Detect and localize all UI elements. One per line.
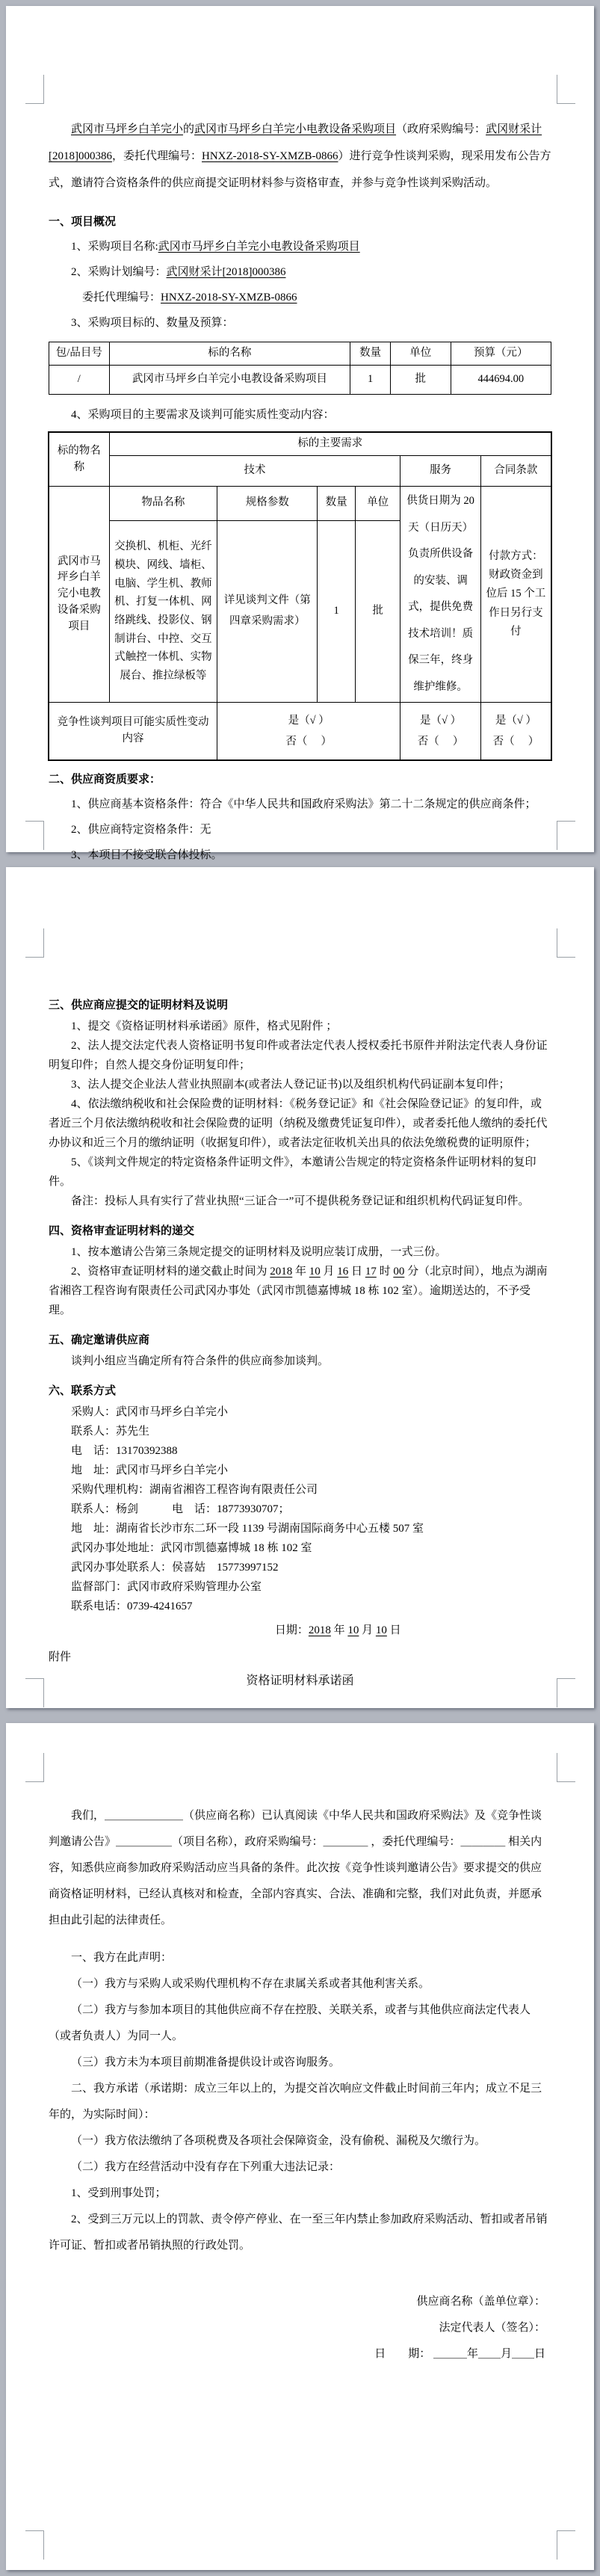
contact-line-agency-address: 地 址：湖南省长沙市东二环一段 1139 号湖南国际商务中心五楼 507 室 (71, 1523, 424, 1535)
deadline-hour: 17 (365, 1266, 377, 1278)
label: 委托代理编号： (82, 292, 161, 303)
blank-agency-number: ＿＿＿＿ (460, 1836, 506, 1848)
text: （供应商名称）已认真阅读《中华人民共和国政府采购法》及《竞争性谈判邀请公告》 (49, 1810, 542, 1848)
cell-package-no: / (49, 366, 110, 395)
cell-unit: 批 (390, 366, 451, 395)
th-budget: 预算（元） (451, 342, 551, 366)
signature-block (49, 2289, 551, 2367)
th-unit: 单位 (390, 342, 451, 366)
th-main-requirement: 标的主要需求 (109, 433, 551, 456)
cell-subject-name: 武冈市马坪乡白羊完小电教设备采购项目 (109, 366, 350, 395)
page-1 (6, 6, 594, 862)
project-name: 武冈市马坪乡白羊完小电教设备采购项目 (158, 241, 360, 253)
section4-heading: 四、资格审查证明材料的递交 (49, 1225, 195, 1237)
cell-spec: 详见谈判文件（第四章采购需求） (217, 520, 318, 702)
contact-line-agency-contact: 联系人：杨剑 电 话：18773930707； (71, 1503, 290, 1515)
declare-item: （三）我方未为本项目前期准备提供设计或咨询服务。 (71, 2056, 341, 2068)
intro-text: ）进行竞争性谈判采购，现采用发布公告方式，邀请符合资格条件的供应商提交证明材料参与资格审查，并参与竞争性谈判采购活动。 (49, 150, 551, 189)
th-quantity: 数量 (350, 342, 391, 366)
project-name: 武冈市马坪乡白羊完小电教设备采购项目 (194, 123, 397, 135)
declare-item: （二）我方与参加本项目的其他供应商不存在控股、关联关系，或者与其他供应商法定代表人（或者负责人）为同一人。 (49, 2004, 531, 2042)
th-unit2: 单位 (355, 487, 400, 521)
submission-item: 1、按本邀请公告第三条规定提交的证明材料及说明应装订成册，一式三份。 (71, 1246, 447, 1258)
agency-number: HNXZ-2018-SY-XMZB-0866 (202, 150, 338, 162)
purchaser-name: 武冈市马坪乡白羊完小 (71, 123, 184, 135)
date-month: 10 (347, 1624, 359, 1636)
budget-table-row (49, 366, 551, 395)
text: 我们， (71, 1810, 105, 1822)
crop-mark-bottom-right (557, 821, 575, 850)
blank-supplier-name: ＿＿＿＿＿＿＿ (105, 1810, 184, 1822)
intro-text: 的 (183, 123, 195, 135)
promise-item: 2、受到三万元以上的罚款、责令停产停业、在一至三年内禁止参加政府采购活动、暂扣或者吊销许可证、暂扣或者吊销执照的行政处罚。 (49, 2213, 548, 2252)
text: 日 (348, 1266, 365, 1278)
text: 日 (386, 1624, 401, 1636)
section2-heading: 二、供应商资质要求： (49, 774, 161, 786)
attachment-title: 资格证明材料承诺函 (246, 1674, 354, 1687)
section6-heading: 六、联系方式 (49, 1385, 117, 1397)
text: 年 (292, 1266, 309, 1278)
text: 分（北京时间），地点为湖南省湘咨工程咨询有限责任公司武冈办事处（武冈市凯德嘉博城 18 栋 102 室）。逾期送达的，不予受理。 (49, 1266, 548, 1316)
crop-mark-top-right (557, 1753, 575, 1782)
page-1-content (6, 6, 594, 868)
text: 相关内容，知悉供应商参加政府采购活动应当具备的条件。此次按《竞争性谈判邀请公告》要求提交的供应商资格证明材料，已经认真核对和检查，全部内容真实、合法、准确和完整，我们对此负责，并愿承担由此引起的法律责任。 (49, 1836, 542, 1926)
procurement-number: 武冈财采计[2018]000386 (49, 123, 542, 162)
budget-item-label: 3、采购项目标的、数量及预算： (71, 317, 234, 329)
cell-unit2: 批 (355, 520, 400, 702)
yes-option: 是（√ ） (288, 715, 330, 727)
no-option: 否（ ） (285, 736, 333, 748)
crop-mark-top-left (25, 928, 44, 958)
cell-subject: 武冈市马坪乡白羊完小电教设备采购项目 (49, 487, 110, 703)
attachment-label: 附件 (49, 1651, 72, 1663)
no-option: 否（ ） (417, 736, 464, 748)
contact-line-address: 地 址：武冈市马坪乡白羊完小 (71, 1464, 229, 1476)
promise-item: （二）我方在经营活动中没有存在下列重大违法记录： (71, 2161, 341, 2173)
text: （项目名称），政府采购编号： (172, 1836, 324, 1848)
section5-heading: 五、确定邀请供应商 (49, 1334, 150, 1346)
page-2 (6, 867, 594, 1708)
contact-line-contact: 联系人：苏先生 (71, 1426, 150, 1438)
qualification-item: 3、本项目不接受联合体投标。 (71, 849, 223, 862)
th-contract: 合同条款 (480, 456, 551, 487)
deadline-day: 16 (337, 1266, 349, 1278)
plan-number: 武冈财采计[2018]000386 (166, 266, 286, 278)
cell-qty: 1 (318, 520, 355, 702)
project-name-item (49, 234, 551, 259)
material-note: 备注：投标人具有实行了营业执照“三证合一”可不提供税务登记证和组织机构代码证复印件。 (71, 1195, 530, 1207)
material-item: 4、依法缴纳税收和社会保险费的证明材料：《税务登记证》和《社会保险登记证》的复印件，或者近三个月依法缴纳税收和社会保险费的证明（纳税及缴费凭证复印件），或者委托他人缴纳的委托代办协议和近三个月的缴纳证明（收据复印件），或者法定征收机关出具的依法免缴税费的证明原件； (49, 1098, 548, 1149)
signature-date: 日 期： ＿＿＿年＿＿月＿＿日 (374, 2348, 545, 2360)
requirement-header-row1 (49, 433, 551, 456)
material-item: 1、提交《资格证明材料承诺函》原件，格式见附件 ； (71, 1020, 338, 1032)
th-service: 服务 (400, 456, 481, 487)
signature-supplier-seal: 供应商名称（盖单位章）： (416, 2296, 545, 2308)
cell-service: 供货日期为 20 天（日历天）负责所供设备的安装、调式，提供免费技术培训！质保三年，终身维护维修。 (400, 487, 481, 703)
promise-heading: 二、我方承诺（承诺期：成立三年以上的，为提交首次响应文件截止时间前三年内；成立不足三年的，为实际时间）： (49, 2083, 542, 2121)
section3-heading: 三、供应商应提交的证明材料及说明 (49, 999, 229, 1011)
contact-line-agency: 采购代理机构：湖南省湘咨工程咨询有限责任公司 (71, 1484, 318, 1496)
declare-heading: 一、我方在此声明： (71, 1952, 173, 1964)
crop-mark-top-right (557, 75, 575, 104)
promise-item: 1、受到刑事处罚； (71, 2187, 167, 2199)
budget-table-header-row (49, 342, 551, 366)
intro-paragraph (49, 116, 551, 197)
blank-procurement-number: ＿＿＿＿ (323, 1836, 368, 1848)
page-3-content (6, 1723, 594, 2367)
signature-legal-representative: 法定代表人（签名）： (439, 2322, 545, 2334)
text: 年 (330, 1624, 348, 1636)
th-spec: 规格参数 (217, 487, 318, 521)
page-3 (6, 1723, 594, 2570)
label: 1、采购项目名称: (71, 241, 158, 253)
cell-quantity: 1 (350, 366, 391, 395)
requirement-table (49, 432, 551, 760)
cell-budget: 444694.00 (451, 366, 551, 395)
crop-mark-bottom-left (25, 2530, 44, 2560)
deadline-item (49, 1262, 551, 1320)
th-package-no: 包/品目号 (49, 342, 110, 366)
plan-number-item (49, 259, 551, 285)
requirement-header-row2 (49, 456, 551, 487)
crop-mark-bottom-right (557, 2530, 575, 2560)
page-2-content (6, 867, 594, 1692)
text: ，委托代理编号： (368, 1836, 461, 1848)
text: 时 (376, 1266, 394, 1278)
commitment-paragraph (49, 1803, 551, 1934)
change-row (49, 703, 551, 760)
crop-mark-top-left (25, 75, 44, 104)
announcement-date (49, 1621, 551, 1640)
crop-mark-bottom-left (25, 821, 44, 850)
contact-line-office-contact: 武冈办事处联系人：侯喜姑 15773997152 (71, 1562, 279, 1574)
change-tech-yesno (217, 703, 400, 760)
budget-table (49, 342, 551, 395)
material-item: 5、《谈判文件规定的特定资格条件证明文件》，本邀请公告规定的特定资格条件证明材料的复印件。 (49, 1156, 536, 1188)
text: 2、资格审查证明材料的递交截止时间为 (71, 1266, 270, 1278)
date-year: 2018 (308, 1624, 331, 1636)
contact-line-supervision-phone: 联系电话：0739-4241657 (71, 1600, 193, 1612)
intro-text: （政府采购编号： (396, 123, 486, 135)
material-item: 3、法人提交企业法人营业执照副本(或者法人登记证书)以及组织机构代码证副本复印件； (71, 1079, 510, 1091)
declare-item: （一）我方与采购人或采购代理机构不存在隶属关系或者其他利害关系。 (71, 1978, 430, 1990)
contact-line-phone: 电 话：13170392388 (71, 1445, 178, 1457)
promise-item: （一）我方依法缴纳了各项税费及各项社会保障资金，没有偷税、漏税及欠缴行为。 (71, 2135, 486, 2147)
change-contract-yesno (480, 703, 551, 760)
agency-number: HNXZ-2018-SY-XMZB-0866 (161, 292, 297, 303)
requirement-item-label: 4、采购项目的主要需求及谈判可能实质性变动内容： (71, 409, 335, 421)
th-item-name: 物品名称 (109, 487, 217, 521)
th-qty: 数量 (318, 487, 355, 521)
crop-mark-bottom-left (25, 1678, 44, 1707)
qualification-item: 2、供应商特定资格条件：无 (71, 824, 211, 836)
crop-mark-top-left (25, 1753, 44, 1782)
deadline-minute: 00 (393, 1266, 405, 1278)
label: 2、采购计划编号： (71, 266, 167, 278)
change-service-yesno (400, 703, 481, 760)
no-option: 否（ ） (492, 736, 539, 748)
contact-line-supervision: 监督部门：武冈市政府采购管理办公室 (71, 1581, 262, 1593)
th-subject: 标的物名称 (49, 433, 110, 487)
yes-option: 是（√ ） (420, 715, 462, 727)
text: 月 (320, 1266, 338, 1278)
change-label: 竞争性谈判项目可能实质性变动内容 (49, 703, 217, 760)
contact-line-office-address: 武冈办事处地址：武冈市凯德嘉博城 18 栋 102 室 (71, 1542, 312, 1554)
qualification-item: 1、供应商基本资格条件：符合《中华人民共和国政府采购法》第二十二条规定的供应商条件； (71, 798, 536, 811)
agency-number-item (49, 285, 551, 310)
date-day: 10 (375, 1624, 387, 1636)
deadline-month: 10 (309, 1266, 321, 1278)
deadline-year: 2018 (270, 1266, 293, 1278)
th-subject-name: 标的名称 (109, 342, 350, 366)
cell-contract: 付款方式：财政资金到位后 15 个工作日另行支付 (480, 487, 551, 703)
text: 月 (359, 1624, 376, 1636)
text: 日期： (274, 1624, 309, 1636)
blank-project-name: ＿＿＿＿＿ (116, 1836, 173, 1848)
material-item: 2、法人提交法定代表人资格证明书复印件或者法定代表人授权委托书原件并附法定代表人身份证明复印件；自然人提交身份证明复印件； (49, 1040, 548, 1071)
crop-mark-bottom-right (557, 1678, 575, 1707)
cell-item-name: 交换机、机柜、光纤模块、网线、墙柜、电脑、学生机、教师机、打复一体机、网络跳线、投影仪、钢制讲台、中控、交互式触控一体机、实物展台、推拉绿板等 (109, 520, 217, 702)
yes-option: 是（√ ） (495, 715, 536, 727)
requirement-subheader-row (49, 487, 551, 521)
section5-body: 谈判小组应当确定所有符合条件的供应商参加谈判。 (71, 1355, 330, 1367)
section1-heading: 一、项目概况 (49, 216, 117, 228)
th-tech: 技术 (109, 456, 400, 487)
intro-text: ，委托代理编号： (112, 150, 202, 162)
contact-line-purchaser: 采购人：武冈市马坪乡白羊完小 (71, 1406, 229, 1418)
crop-mark-top-right (557, 928, 575, 958)
